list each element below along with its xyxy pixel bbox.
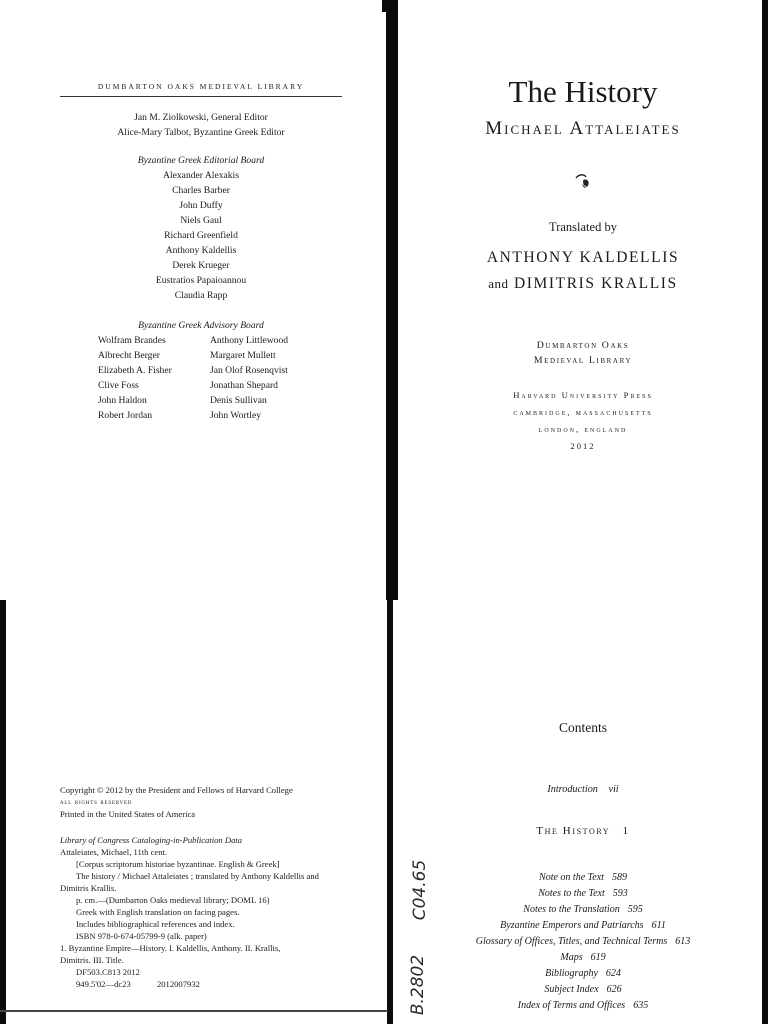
- toc-label: Maps: [560, 952, 583, 963]
- cip-line: Greek with English translation on facing pages.: [76, 907, 240, 917]
- toc-page: 595: [627, 904, 643, 915]
- editorial-board-heading: Byzantine Greek Editorial Board: [137, 155, 265, 166]
- cip-line: ISBN 978-0-674-05799-9 (alk. paper): [76, 931, 207, 941]
- printed-in: Printed in the United States of America: [60, 809, 196, 819]
- cip-line: DF503.C813 2012: [76, 967, 140, 977]
- advisory-member: Robert Jordan: [98, 410, 153, 421]
- toc-page: 624: [605, 968, 621, 979]
- scan-divider: [387, 590, 393, 1024]
- toc-label: Introduction: [547, 784, 598, 795]
- scan-edge-vertical: [386, 0, 398, 600]
- toc-entry[interactable]: [398, 950, 768, 966]
- series-imprint: [398, 338, 768, 368]
- cip-line: The history / Michael Attaleiates ; translated by Anthony Kaldellis and: [76, 871, 319, 881]
- handwritten-note: C04.65: [410, 859, 430, 921]
- cip-line: 949.5'02—dc23: [76, 979, 131, 989]
- toc-page: 1: [622, 825, 630, 837]
- advisory-member: Albrecht Berger: [98, 350, 160, 361]
- toc-entry[interactable]: [398, 918, 768, 934]
- toc-page: 589: [611, 872, 627, 883]
- cip-line: p. cm.—(Dumbarton Oaks medieval library; DOML 16): [76, 895, 270, 905]
- toc-label: Index of Terms and Offices: [517, 1000, 626, 1011]
- cip-line: [Corpus scriptorum historiae byzantinae. English & Greek]: [76, 859, 280, 869]
- scan-edge-left-bottom: [0, 600, 6, 1024]
- publisher-city-2: london, england: [538, 424, 628, 434]
- toc-entry[interactable]: [398, 982, 768, 998]
- board-member: Claudia Rapp: [174, 290, 228, 301]
- toc-entry[interactable]: [398, 902, 768, 918]
- toc-page: 593: [612, 888, 628, 899]
- advisory-board-heading: Byzantine Greek Advisory Board: [138, 320, 264, 331]
- toc-page: 613: [675, 936, 691, 947]
- cip-line: Attaleiates, Michael, 11th cent.: [60, 847, 168, 857]
- toc-page: 626: [606, 984, 622, 995]
- toc-label: Note on the Text: [539, 872, 604, 883]
- translator-2: DIMITRIS KRALLIS: [513, 275, 678, 292]
- book-author: Michael Attaleiates: [485, 118, 681, 139]
- scan-edge-bottom-left: [0, 1010, 388, 1012]
- toc-entry[interactable]: [398, 934, 768, 950]
- board-member: Niels Gaul: [180, 215, 222, 226]
- advisory-column-left: [98, 333, 172, 423]
- board-member: Eustratios Papaioannou: [155, 275, 247, 286]
- cip-line: Includes bibliographical references and index.: [76, 919, 235, 929]
- cip-line-call: [60, 978, 360, 990]
- cip-heading: Library of Congress Cataloging-in-Publication Data: [60, 835, 243, 845]
- rights-reserved: all rights reserved: [60, 797, 133, 806]
- advisory-member: Elizabeth A. Fisher: [98, 365, 172, 376]
- publisher-name: Harvard University Press: [513, 390, 653, 400]
- book-title: The History: [508, 74, 658, 109]
- header-rule: [60, 96, 342, 97]
- advisory-member: Denis Sullivan: [210, 395, 267, 406]
- toc-label: Bibliography: [545, 968, 598, 979]
- advisory-member: Anthony Littlewood: [210, 335, 289, 346]
- copyright-line: Copyright © 2012 by the President and Fellows of Harvard College: [60, 785, 293, 795]
- editorial-board: [60, 153, 342, 303]
- board-member: Alexander Alexakis: [163, 170, 239, 181]
- toc-entry[interactable]: [398, 886, 768, 902]
- toc-label: Glossary of Offices, Titles, and Technical Terms: [475, 936, 668, 947]
- toc-page: 635: [633, 1000, 649, 1011]
- translator-1: ANTHONY KALDELLIS: [486, 249, 680, 266]
- advisory-member: Clive Foss: [98, 380, 139, 391]
- series-line-1: Dumbarton Oaks: [536, 340, 630, 351]
- board-member: Richard Greenfield: [164, 230, 238, 241]
- advisory-member: Margaret Mullett: [210, 350, 276, 361]
- publisher-block: [398, 387, 768, 455]
- toc-label: Subject Index: [544, 984, 599, 995]
- toc-history[interactable]: [398, 825, 768, 837]
- board-member: Anthony Kaldellis: [165, 245, 237, 256]
- advisory-member: Wolfram Brandes: [98, 335, 166, 346]
- publication-year: 2012: [570, 441, 596, 451]
- toc-introduction[interactable]: [398, 784, 768, 795]
- advisory-member: John Haldon: [98, 395, 147, 406]
- toc-page: vii: [608, 784, 619, 795]
- editors-block: [60, 110, 342, 140]
- advisory-member: John Wortley: [210, 410, 262, 421]
- cip-line: Dimitris Krallis.: [60, 883, 117, 893]
- series-header: DUMBARTON OAKS MEDIEVAL LIBRARY: [97, 82, 305, 91]
- board-member: Derek Krueger: [172, 260, 230, 271]
- leaf-ornament-icon: [573, 172, 593, 192]
- series-line-2: Medieval Library: [533, 355, 633, 366]
- advisory-member: Jan Olof Rosenqvist: [210, 365, 288, 376]
- advisory-board: [0, 333, 380, 428]
- advisory-column-right: [210, 333, 288, 423]
- cip-block: [60, 834, 360, 990]
- translated-by: Translated by: [549, 220, 617, 234]
- cip-line: 1. Byzantine Empire—History. I. Kaldellis, Anthony. II. Krallis,: [60, 943, 281, 953]
- handwritten-note: B.2802: [408, 954, 428, 1016]
- greek-editor: Alice-Mary Talbot, Byzantine Greek Editor: [117, 127, 285, 138]
- toc-list: [398, 870, 768, 1014]
- toc-page: 611: [651, 920, 666, 931]
- toc-label: Notes to the Text: [538, 888, 605, 899]
- copyright-block: [60, 784, 360, 820]
- board-member: John Duffy: [179, 200, 223, 211]
- toc-entry[interactable]: [398, 966, 768, 982]
- contents-heading: Contents: [558, 720, 607, 735]
- toc-page: 619: [590, 952, 606, 963]
- advisory-member: Jonathan Shepard: [210, 380, 278, 391]
- advisory-board-heading-wrap: [60, 318, 342, 333]
- general-editor: Jan M. Ziolkowski, General Editor: [134, 112, 268, 123]
- publisher-city: cambridge, massachusetts: [513, 407, 653, 417]
- cip-line: 2012007932: [156, 979, 200, 989]
- and-word: and: [488, 276, 509, 291]
- toc-entry[interactable]: [398, 870, 768, 886]
- toc-label: The History: [536, 825, 611, 837]
- toc-label: Notes to the Translation: [523, 904, 620, 915]
- translator-2-line: [398, 275, 768, 293]
- board-member: Charles Barber: [172, 185, 230, 196]
- toc-entry[interactable]: [398, 998, 768, 1014]
- cip-line: Dimitris. III. Title.: [60, 955, 124, 965]
- toc-label: Byzantine Emperors and Patriarchs: [500, 920, 644, 931]
